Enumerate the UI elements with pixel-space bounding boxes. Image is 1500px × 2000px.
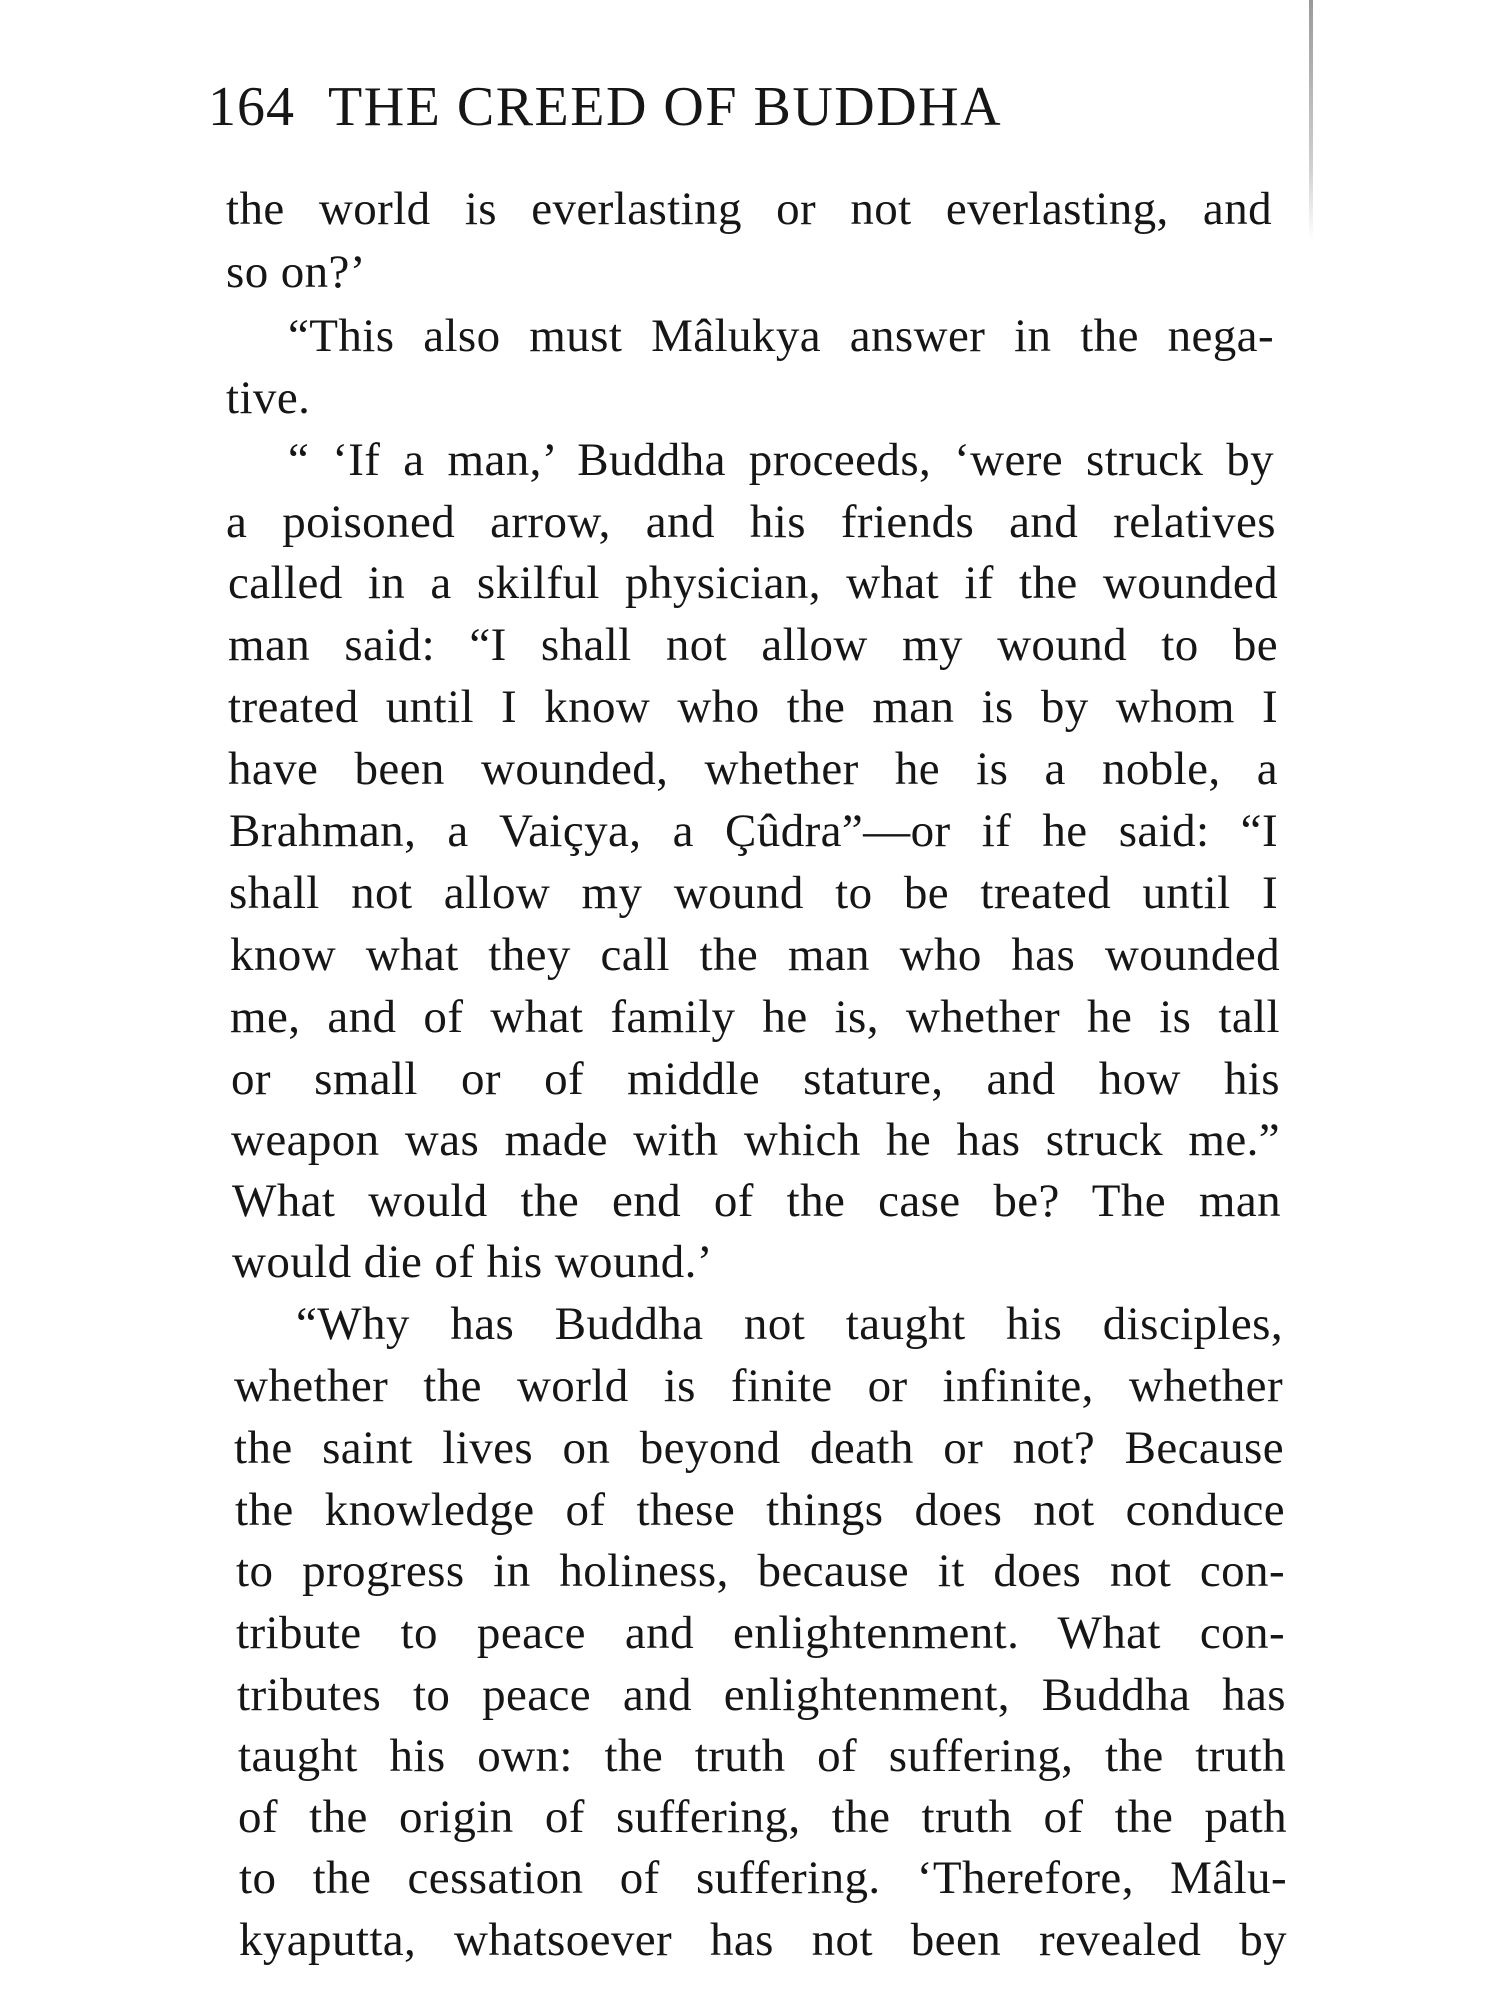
text-line: the knowledge of these things does not conduce [235, 1484, 1285, 1536]
text-line: What would the end of the case be? The man [232, 1175, 1281, 1227]
text-line: have been wounded, whether he is a noble, a [228, 743, 1278, 795]
text-line: me, and of what family he is, whether he is tall [230, 991, 1280, 1043]
text-line: to progress in holiness, because it does not con- [236, 1545, 1285, 1597]
text-line: of the origin of suffering, the truth of the path [238, 1791, 1287, 1843]
text-line: shall not allow my wound to be treated until I [229, 867, 1278, 919]
text-line: to the cessation of suffering. ‘Therefore, Mâlu- [239, 1852, 1287, 1904]
text-line: the saint lives on beyond death or not? Because [234, 1422, 1284, 1474]
text-line: the world is everlasting or not everlasting, and [226, 183, 1272, 235]
text-line: kyaputta, whatsoever has not been revealed by [239, 1914, 1287, 1966]
text-line: tributes to peace and enlightenment, Buddha has [237, 1669, 1286, 1721]
running-title: THE CREED OF BUDDHA [328, 76, 1003, 138]
text-line: so on?’ [226, 246, 366, 298]
text-line: whether the world is finite or infinite, whether [234, 1360, 1283, 1412]
text-line: would die of his wound.’ [232, 1236, 713, 1288]
text-line: Brahman, a Vaiçya, a Çûdra”—or if he said: “I [229, 805, 1278, 857]
text-line: know what they call the man who has wounded [230, 929, 1280, 981]
page-number: 164 [208, 76, 295, 138]
text-line: a poisoned arrow, and his friends and relatives [226, 496, 1276, 548]
text-line: “Why has Buddha not taught his disciples, [296, 1298, 1283, 1350]
text-line: treated until I know who the man is by whom I [228, 681, 1278, 733]
text-line: man said: “I shall not allow my wound to be [228, 619, 1278, 671]
text-line: tive. [226, 372, 311, 424]
text-line: tribute to peace and enlightenment. What con- [236, 1607, 1285, 1659]
text-line: “This also must Mâlukya answer in the nega- [288, 310, 1274, 362]
text-line: or small or of middle stature, and how his [231, 1053, 1280, 1105]
text-line: weapon was made with which he has struck me.” [231, 1114, 1280, 1166]
text-line: “ ‘If a man,’ Buddha proceeds, ‘were struck by [288, 434, 1274, 486]
running-header [208, 72, 1248, 142]
page-edge [1309, 0, 1313, 240]
text-line: called in a skilful physician, what if the wounded [228, 557, 1278, 609]
text-line: taught his own: the truth of suffering, the truth [238, 1730, 1286, 1782]
